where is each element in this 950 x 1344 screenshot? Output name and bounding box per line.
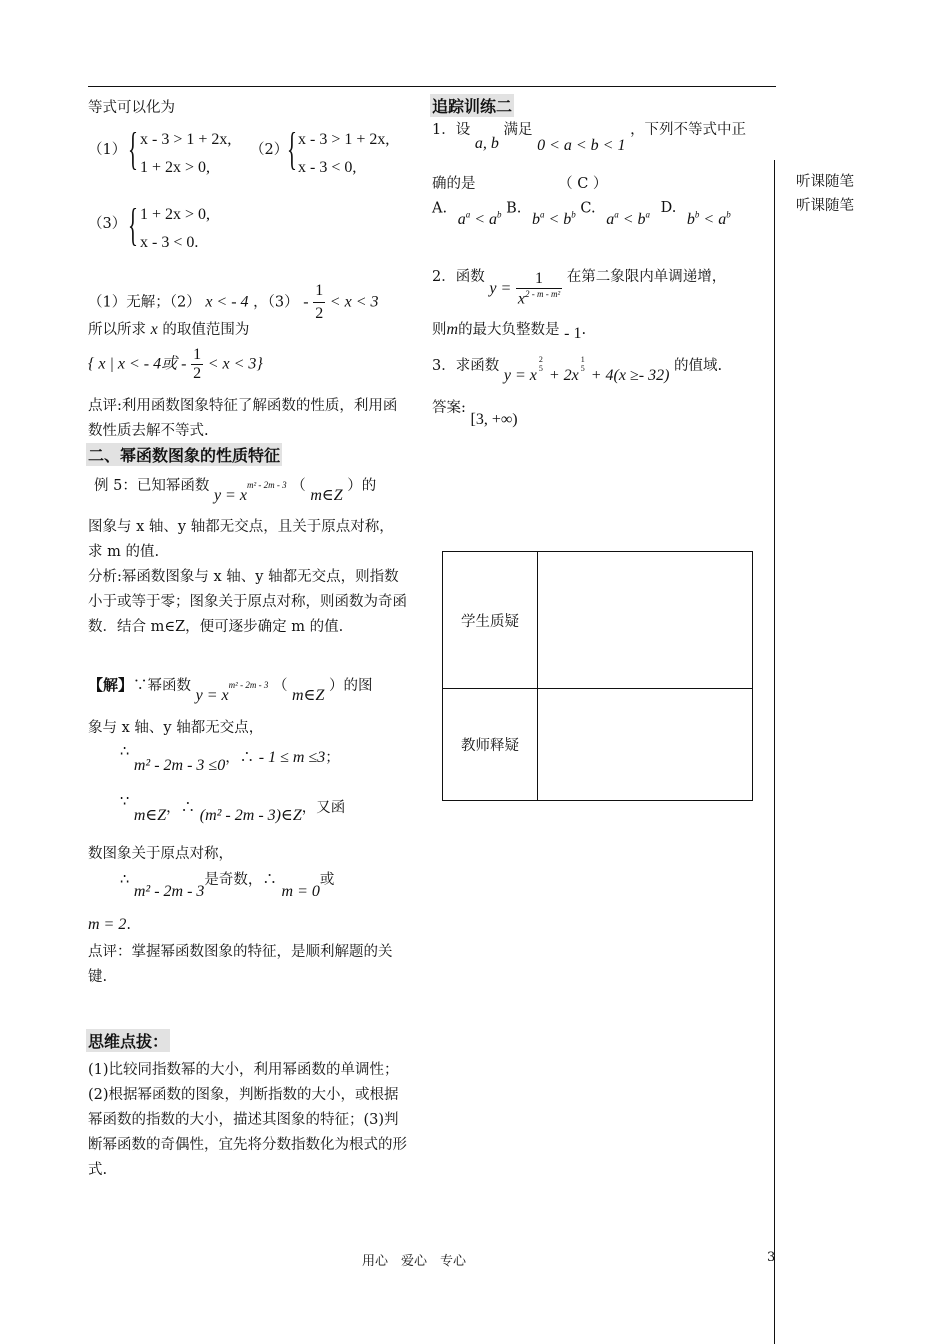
option-a-exp: a bbox=[465, 210, 471, 220]
result-part-c: ，（3） bbox=[253, 294, 299, 311]
step3 bbox=[120, 868, 335, 900]
option-d-label: D. bbox=[660, 200, 677, 217]
option-c-label: C. bbox=[580, 200, 596, 217]
case3-line2: x - 3 < 0. bbox=[140, 234, 199, 251]
step2-line2: 数图象关于原点对称， bbox=[88, 846, 233, 862]
step1-e: ； bbox=[325, 750, 340, 766]
case3-brace: { bbox=[128, 199, 138, 250]
result-part-d: - bbox=[303, 293, 309, 311]
case3-label: （3） bbox=[88, 216, 127, 232]
option-a-rest: < a bbox=[474, 211, 497, 229]
step3-d: m = 0 bbox=[281, 883, 320, 900]
page-number: 3 bbox=[767, 1250, 776, 1265]
intro-text: 等式可以化为 bbox=[88, 100, 175, 116]
option-b-base: b bbox=[531, 211, 540, 229]
q3-a: 3．求函数 bbox=[432, 358, 500, 374]
conclusion-line bbox=[88, 318, 249, 339]
sol-c: ）的图 bbox=[328, 678, 373, 694]
solution-line1 bbox=[88, 674, 373, 704]
tracking-title: 追踪训练二 bbox=[430, 94, 514, 117]
q3-exp2-num: 1 bbox=[580, 355, 585, 365]
option-d-base: b bbox=[686, 211, 695, 229]
case1-brace: { bbox=[128, 123, 138, 174]
set-frac-num: 1 bbox=[193, 346, 202, 363]
comment-1: 点评:利用函数图象特征了解函数的性质，利用函数性质去解不等式. bbox=[88, 398, 398, 439]
option-a-expr bbox=[458, 211, 502, 228]
step2-e: ，又函 bbox=[301, 800, 346, 816]
table-cell-content[interactable] bbox=[538, 689, 753, 801]
q2-den-exp: 2 - m - m² bbox=[524, 289, 561, 299]
table-cell-label: 教师释疑 bbox=[443, 689, 538, 801]
q2-answer: - 1 bbox=[564, 325, 582, 342]
example5-text: 图象与 x 轴、y 轴都无交点，且关于原点对称，求 m 的值. bbox=[88, 519, 394, 560]
top-rule bbox=[88, 86, 776, 87]
set-part-a: { x | x < - 4或 - bbox=[88, 355, 187, 373]
footer-motto: 用心 爱心 专心 bbox=[362, 1254, 467, 1269]
answer-line bbox=[432, 396, 518, 428]
step1 bbox=[120, 744, 340, 774]
sol-a: ∵幂函数 bbox=[133, 678, 192, 694]
option-b-label: B. bbox=[506, 200, 522, 217]
step1-d: - 1 ≤ m ≤3 bbox=[258, 749, 326, 766]
solution-line2: 象与 x 轴、y 轴都无交点， bbox=[88, 720, 264, 736]
q2-line1 bbox=[432, 258, 727, 308]
table-row bbox=[443, 689, 753, 801]
q2-d: 的最大负整数是 bbox=[458, 322, 560, 338]
sol-func: y = x bbox=[195, 687, 229, 704]
q1-answer: （ C ） bbox=[558, 176, 608, 192]
option-c-expr bbox=[606, 211, 650, 228]
q2-a: 2．函数 bbox=[432, 269, 485, 286]
option-b-expr bbox=[532, 211, 576, 228]
set-part-b: < x < 3} bbox=[207, 355, 263, 373]
step3-a: ∴ bbox=[120, 872, 130, 888]
option-a-base: a bbox=[457, 211, 466, 229]
result-part-e: < x < 3 bbox=[329, 293, 379, 311]
example5-line bbox=[94, 474, 377, 504]
q3-func bbox=[503, 355, 670, 384]
ex5-b: （ bbox=[291, 478, 306, 494]
q2-m: m bbox=[446, 321, 459, 338]
solution-label: 【解】 bbox=[88, 676, 134, 694]
case2-line2: x - 3 < 0, bbox=[298, 159, 357, 176]
case1-line2: 1 + 2x > 0, bbox=[140, 159, 211, 176]
conclusion-b: 的取值范围为 bbox=[162, 322, 250, 338]
q3-exp1-den: 5 bbox=[538, 364, 543, 374]
option-d-exp: b bbox=[694, 210, 700, 220]
step2-d: (m² - 2m - 3)∈Z bbox=[199, 807, 302, 824]
option-d-exp2: b bbox=[726, 210, 731, 220]
section2-title: 二、幂函数图象的性质特征 bbox=[86, 443, 282, 466]
step1-a: ∴ bbox=[120, 744, 130, 760]
q2-e: . bbox=[581, 322, 587, 338]
step2-a: ∵ bbox=[120, 794, 130, 810]
table-cell-content[interactable] bbox=[538, 552, 753, 689]
q3-exp2-den: 5 bbox=[580, 364, 585, 374]
result-part-b: x < - 4 bbox=[205, 293, 249, 311]
solution-set bbox=[88, 346, 263, 383]
result-frac-num: 1 bbox=[313, 280, 325, 303]
analysis-text: 分析:幂函数图象与 x 轴、y 轴都无交点，则指数小于或等于零；图象关于原点对称，则函数为奇函数．结合 m∈Z，便可逐步确定 m 的值. bbox=[88, 569, 407, 635]
q3-exp1-num: 2 bbox=[538, 355, 543, 365]
q3-mid: + 2x bbox=[548, 367, 579, 384]
margin-rule bbox=[774, 160, 775, 1344]
answer-value: [3, +∞) bbox=[470, 411, 518, 428]
option-a-label: A. bbox=[432, 200, 448, 217]
ex5-a: 例 5：已知幂函数 bbox=[94, 478, 210, 494]
sol-cond: m∈Z bbox=[292, 687, 325, 704]
case2-label: （2） bbox=[250, 142, 289, 158]
conclusion-x: x bbox=[150, 321, 158, 338]
case1-label: （1） bbox=[88, 142, 127, 158]
thinking-title: 思维点拔： bbox=[86, 1029, 170, 1052]
step3-b: m² - 2m - 3 bbox=[133, 883, 205, 900]
ex5-func: y = x bbox=[213, 487, 247, 504]
q1-c: ，下列不等式中正 bbox=[630, 122, 747, 138]
comment-2: 点评：掌握幂函数图象的特征，是顺利解题的关键. bbox=[88, 944, 393, 985]
option-d-expr bbox=[687, 211, 731, 228]
q2-fraction bbox=[516, 270, 562, 308]
q1-a: 1．设 bbox=[432, 122, 471, 138]
conclusion-a: 所以所求 bbox=[88, 322, 146, 338]
ex5-c: ）的 bbox=[347, 478, 377, 494]
step3-e: 或 bbox=[319, 872, 335, 888]
q1-line2 bbox=[432, 172, 607, 193]
q1-line1 bbox=[432, 118, 747, 154]
option-c-exp2: a bbox=[645, 210, 650, 220]
question-table bbox=[442, 551, 753, 801]
q3-tail: + 4(x ≥- 32) bbox=[590, 367, 670, 384]
step3-g: . bbox=[126, 917, 131, 933]
q1-d: 确的是 bbox=[432, 176, 476, 192]
case2-brace: { bbox=[287, 123, 297, 174]
step1-c: ，∴ bbox=[225, 750, 255, 766]
option-a-exp2: b bbox=[497, 210, 502, 220]
q3-func-base: y = x bbox=[503, 367, 537, 384]
step3-f: m = 2 bbox=[88, 916, 127, 933]
result-fraction bbox=[313, 280, 325, 325]
step2 bbox=[120, 794, 346, 824]
q1-ab: a, b bbox=[474, 135, 499, 152]
option-b-exp: a bbox=[539, 210, 545, 220]
table-cell-label: 学生质疑 bbox=[443, 552, 538, 689]
case1-line1: x - 3 > 1 + 2x, bbox=[140, 131, 232, 148]
result-frac-den: 2 bbox=[315, 305, 324, 322]
option-c-rest: < b bbox=[622, 211, 646, 229]
option-d-rest: < a bbox=[703, 211, 727, 229]
result-part-a: （1）无解；（2） bbox=[88, 294, 201, 311]
margin-note-2: 听课随笔 bbox=[796, 198, 854, 214]
step3-c: 是奇数，∴ bbox=[204, 872, 277, 888]
thinking-body: (1)比较同指数幂的大小，利用幂函数的单调性；(2)根据幂函数的图象，判断指数的大小，或根据幂函数的指数的大小，描述其图象的特征；(3)判断幂函数的奇偶性，宜先将分数指数化为根式的形式. bbox=[88, 1062, 407, 1178]
step3-line2 bbox=[88, 916, 131, 934]
sol-exp: m² - 2m - 3 bbox=[228, 680, 269, 691]
set-fraction bbox=[191, 346, 203, 383]
q3-exp2 bbox=[579, 355, 587, 373]
q3-line bbox=[432, 354, 723, 384]
step2-c: ，∴ bbox=[166, 800, 196, 816]
q2-den-base: x bbox=[517, 290, 525, 308]
case3-line1: 1 + 2x > 0, bbox=[140, 206, 211, 223]
ex5-cond: m∈Z bbox=[310, 487, 343, 504]
q2-b: 在第二象限内单调递增， bbox=[566, 269, 727, 286]
q2-line2 bbox=[432, 318, 587, 342]
set-frac-den: 2 bbox=[193, 365, 202, 382]
step2-b: m∈Z bbox=[133, 807, 167, 824]
q2-num: 1 bbox=[516, 270, 562, 289]
option-b-rest: < b bbox=[548, 211, 572, 229]
q1-cond: 0 < a < b < 1 bbox=[537, 137, 626, 154]
table-row bbox=[443, 552, 753, 689]
option-b-exp2: b bbox=[571, 210, 576, 220]
margin-note-1: 听课随笔 bbox=[796, 174, 854, 190]
q3-exp1 bbox=[537, 355, 545, 373]
step1-b: m² - 2m - 3 ≤0 bbox=[133, 757, 226, 774]
q3-b: 的值域. bbox=[674, 358, 723, 374]
q2-c: 则 bbox=[432, 322, 447, 338]
q1-b: 满足 bbox=[503, 122, 533, 138]
q2-y: y = bbox=[489, 280, 512, 298]
option-c-base: a bbox=[606, 211, 615, 229]
sol-b: （ bbox=[272, 678, 288, 694]
q1-options bbox=[432, 198, 731, 229]
answer-label: 答案: bbox=[432, 400, 466, 416]
option-c-exp: a bbox=[614, 210, 619, 220]
ex5-exp: m² - 2m - 3 bbox=[246, 480, 287, 491]
case2-line1: x - 3 > 1 + 2x, bbox=[298, 131, 390, 148]
q2-den bbox=[516, 289, 562, 308]
